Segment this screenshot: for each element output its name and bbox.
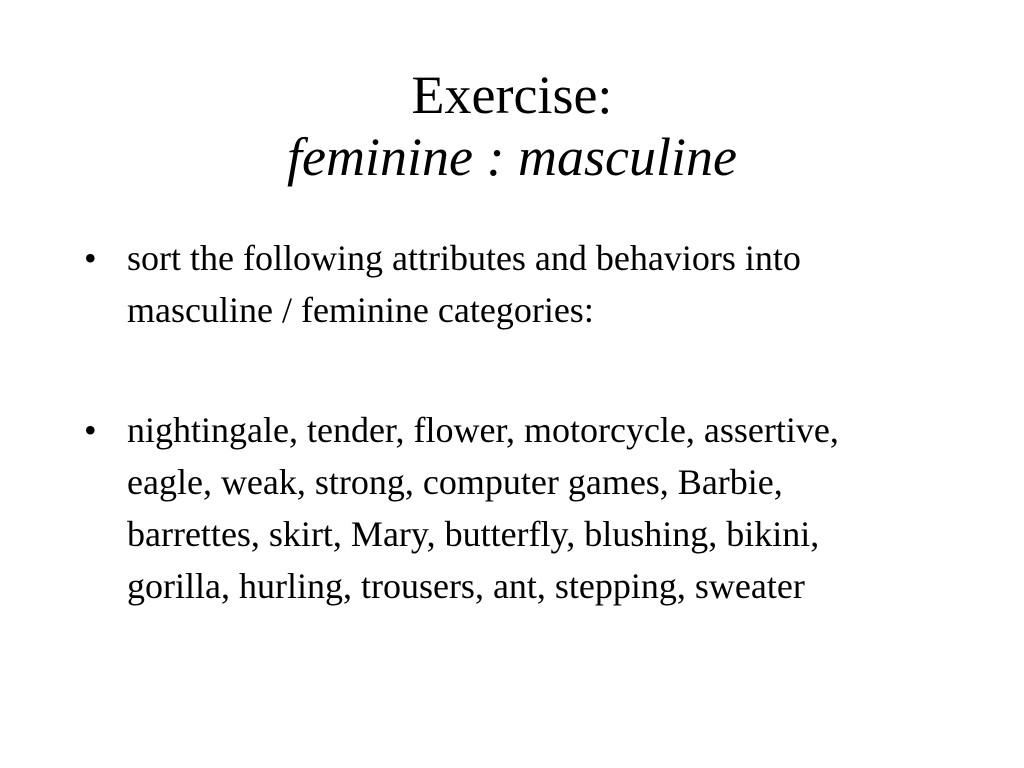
bullet-text-word-list: nightingale, tender, flower, motorcycle, assertive, eagle, weak, strong, computer games, Barbie, barrettes, skirt, Mary, butterfly, blushing, bikini, gorilla, hurling, trousers, ant, stepping, sweater — [127, 410, 839, 606]
bullet-text-instructions: sort the following attributes and behaviors into masculine / feminine categories: — [127, 238, 801, 330]
title-line-1: Exercise: — [411, 65, 613, 125]
bullet-item-instructions — [84, 232, 914, 336]
bullet-dot-icon: • — [84, 410, 97, 450]
bullet-list — [84, 232, 914, 680]
title-line-2-italic: feminine : masculine — [287, 127, 737, 187]
bullet-item-word-list — [84, 404, 914, 612]
bullet-dot-icon: • — [84, 238, 97, 278]
slide-title — [0, 64, 1024, 188]
